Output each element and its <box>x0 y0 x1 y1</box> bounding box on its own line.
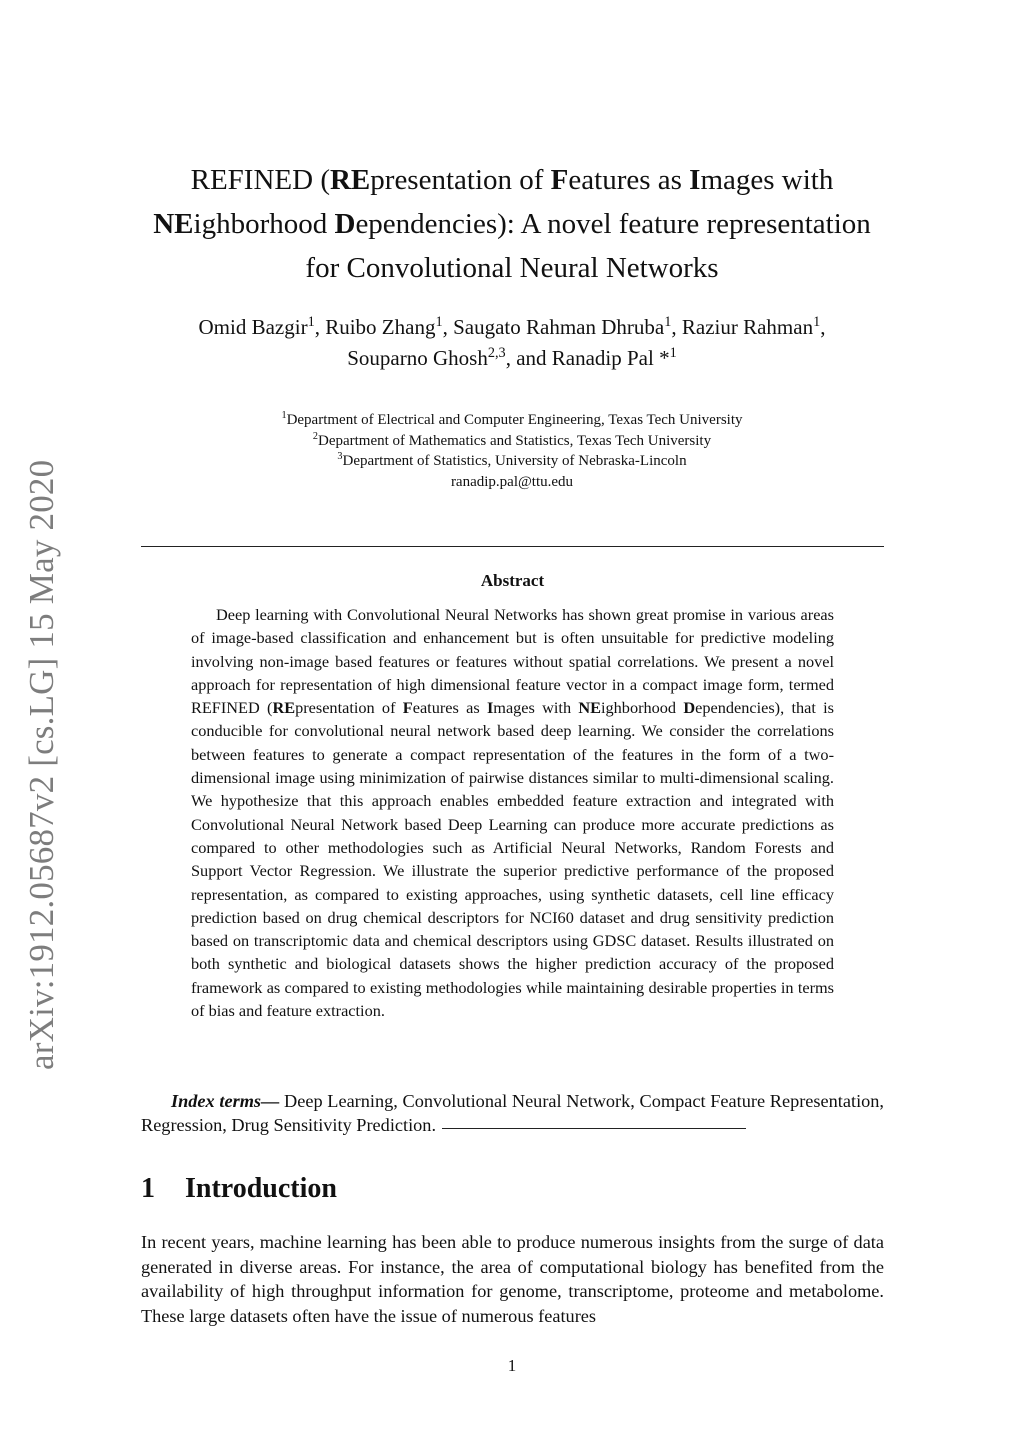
arxiv-identifier: arXiv:1912.05687v2 [cs.LG] 15 May 2020 <box>22 459 61 1070</box>
author: Ruibo Zhang$^1$, <box>325 314 454 339</box>
divider <box>442 1128 746 1129</box>
author: Saugato Rahman Dhruba$^1$, <box>453 314 682 339</box>
author-list <box>120 312 904 374</box>
section-body: In recent years, machine learning has been able to produce numerous insights from the surge of data generated in diverse areas. For instance, the area of computational biology has benefited from the availability of high throughput information for genome, transcriptome, proteome and metabolome. These large datasets often have the issue of numerous features <box>141 1232 884 1326</box>
abstract-heading: Abstract <box>480 571 545 590</box>
divider <box>141 546 884 547</box>
author: Omid Bazgir$^1$, <box>198 314 326 339</box>
paper-title: REFINED (REpresentation of Features as Images with NEighborhood Dependencies): A novel feature representation for Convolutional Neural Networks <box>153 164 871 284</box>
index-terms: Index terms— Deep Learning, Convolutional Neural Network, Compact Feature Representation, Regression, Drug Sensitivity Prediction. <box>141 1091 884 1135</box>
affiliation: $^3$Department of Statistics, University of Nebraska-Lincoln <box>337 451 687 469</box>
author: Souparno Ghosh$^{2,3}$, and <box>347 345 552 370</box>
email: ranadip.pal@ttu.edu <box>450 473 574 490</box>
section-heading: 1 Introduction <box>141 1173 337 1204</box>
abstract-text: Deep learning with Convolutional Neural Networks has shown great promise in various areas of image-based classification and enhancement but is often unsuitable for predictive modeling involving non-image based features or features without spatial correlations. We present a novel approach for representation of high dimensional feature vector in a compact image form, termed REFINED (REpresentation of Features as Images with NEighborhood Dependencies), that is conducible for convolutional neural network based deep learning. We consider the correlations between features to generate a compact representation of the features in the form of a two-dimensional image using minimization of pairwise distances similar to multi-dimensional scaling. We hypothesize that this approach enables embedded feature extraction and integrated with Convolutional Neural Network based Deep Learning can produce more accurate predictions as compared to other methodologies such as Artificial Neural Networks, Random Forests and Support Vector Regression. We illustrate the superior predictive performance of the proposed representation, as compared to existing approaches, using synthetic datasets, cell line efficacy prediction based on drug chemical descriptors for NCI60 dataset and drug sensitivity prediction based on transcriptomic data and chemical descriptors using GDSC dataset. Results illustrated on both synthetic and biological datasets shows the higher prediction accuracy of the proposed framework as compared to existing methodologies while maintaining desirable properties in terms of bias and feature extraction. <box>191 605 834 1021</box>
page-number: 1 <box>507 1356 517 1375</box>
index-terms-label: Index terms— <box>171 1091 280 1111</box>
author: Ranadip Pal *$^1$ <box>551 345 677 370</box>
affiliations <box>120 410 904 492</box>
affiliation: $^2$Department of Mathematics and Statistics, Texas Tech University <box>312 430 712 449</box>
affiliation: $^1$Department of Electrical and Computer Engineering, Texas Tech University <box>281 410 743 428</box>
author: Raziur Rahman$^1$, <box>681 314 826 339</box>
